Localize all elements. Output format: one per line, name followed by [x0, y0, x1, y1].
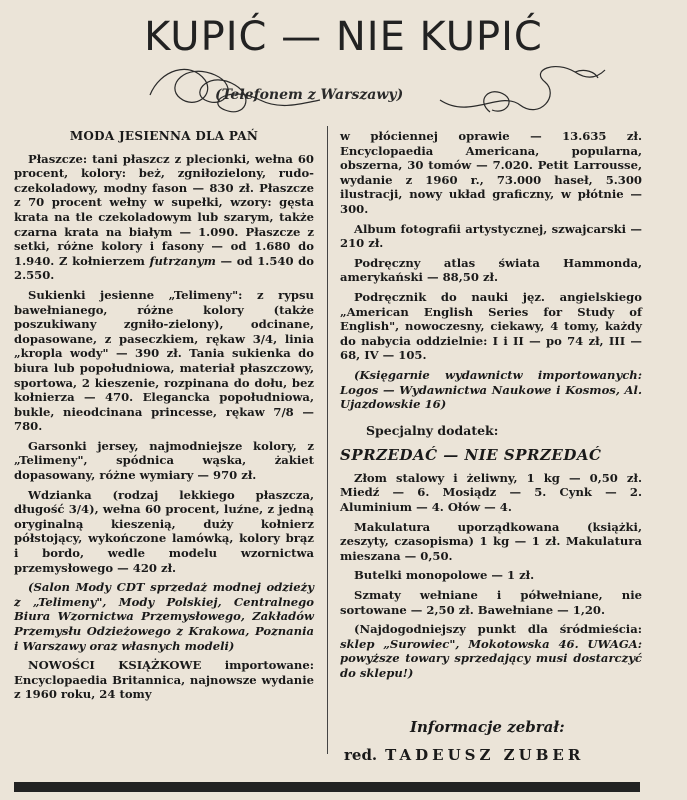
- squiggle-decoration: [0, 0, 687, 130]
- suits-lead: Garsonki: [28, 438, 87, 453]
- sell-heading: SPRZEDAĆ — NIE SPRZEDAĆ: [340, 446, 602, 465]
- column-divider: [327, 126, 328, 754]
- books-paragraph: [14, 658, 314, 702]
- right-snake: [440, 67, 605, 110]
- suits-text: jersey, najmodniejsze kolory, z „Telimeny", spódnica wąska, żakiet dopasowany, różne wymiary — 970 zł.: [14, 438, 314, 483]
- scrap-item: Złom stalowy i żeliwny, 1 kg — 0,50 zł. Miedź — 6. Mosiądz — 5. Cynk — 2. Aluminium — 4. Ołów — 4.: [340, 470, 642, 515]
- credit-signature: [344, 746, 584, 764]
- rags-item: Szmaty wełniane i półwełniane, nie sortowane — 2,50 zł. Bawełniane — 1,20.: [340, 588, 642, 617]
- books-continued: w płóciennej oprawie — 13.635 zł. Encyclopaedia Americana, popularna, obszerna, 30 tomów — 7.020. Petit Larrousse, wydanie z 1960 r., 73.000 haseł, 5.300 ilustracji, nowy układ graficzny, w płótnie — 300.: [340, 129, 642, 216]
- textbook-item: Podręcznik do nauki jęz. angielskiego „American English Series for Study of English", nowoczesny, ciekawy, 4 tomy, każdy do nabycia oddzielnie: I i II — po 74 zł, III — 68, IV — 105.: [340, 289, 642, 363]
- album-item: Album fotografii artystycznej, szwajcarski — 210 zł.: [340, 221, 642, 251]
- coats-lead: Płaszcze:: [28, 151, 88, 166]
- dresses-paragraph: [14, 288, 314, 434]
- section-heading: MODA JESIENNA DLA PAŃ: [69, 129, 259, 143]
- bookstore-note: (Księgarnie wydawnictw importowanych: Logos — Wydawnictwa Naukowe i Kosmos, Al. Ujazdowskie 16): [340, 367, 642, 412]
- special-heading: Specjalny dodatek:: [366, 422, 499, 438]
- point-text-c: powyższe towary sprzedający musi dostarczyć do sklepu!): [340, 651, 642, 680]
- collection-point-note: [340, 622, 642, 680]
- jackets-paragraph: [14, 488, 314, 576]
- jackets-lead: Wdzianka: [28, 487, 92, 502]
- point-text-b: sklep „Surowiec", Mokotowska 46. UWAGA:: [340, 636, 642, 651]
- coats-paragraph: [14, 152, 314, 283]
- atlas-item: Podręczny atlas świata Hammonda, amerykański — 88,50 zł.: [340, 255, 642, 285]
- left-column: [14, 129, 314, 707]
- coats-italic: futrzanym: [149, 253, 216, 268]
- books-text: importowane: Encyclopaedia Britannica, najnowsze wydanie z 1960 roku, 24 tomy: [14, 658, 314, 702]
- right-column: [340, 129, 642, 686]
- bottles-item: Butelki monopolowe — 1 zł.: [354, 568, 535, 583]
- credit-label: Informacje zebrał:: [410, 718, 565, 736]
- suits-paragraph: [14, 439, 314, 483]
- subtitle: (Telefonem z Warszawy): [215, 87, 404, 103]
- jackets-text: (rodzaj lekkiego płaszcza, długość 3/4), wełna 60 procent, luźne, z jedną oryginalną kieszenią, duży kołnierz półstojący, wykończone lamówką, kolory brąz i bordo, wedle modelu wzornictwa przemysłowego — 420 zł.: [14, 487, 314, 575]
- dresses-lead: Sukienki: [28, 287, 86, 302]
- author-name: TADEUSZ ZUBER: [385, 746, 585, 764]
- headline: KUPIĆ — NIE KUPIĆ: [144, 14, 543, 60]
- books-lead: NOWOŚCI KSIĄŻKOWE: [28, 658, 202, 673]
- paper-item: Makulatura uporządkowana (książki, zeszyty, czasopisma) 1 kg — 1 zł. Makulatura mieszana — 0,50.: [340, 519, 642, 563]
- salon-note: (Salon Mody CDT sprzedaż modnej odzieży z „Telimeny", Mody Polskiej, Centralnego Biura Wzornictwa Przemysłowego, Zakładów Przemysłu Odzieżowego z Krakowa, Poznania i Warszawy oraz własnych modeli): [14, 580, 314, 653]
- coats-tail: — od 1.540 do 2.550.: [14, 253, 314, 283]
- credit-prefix: red.: [344, 746, 378, 764]
- dresses-text: jesienne „Telimeny": z rypsu bawełnianego, różne kolory (także poszukiwany zgniło-zielony), odcinane, dopasowane, z paseczkiem, rękaw 3/4, linia „kropla wody" — 390 zł. Tania sukienka do biura lub popołudniowa, materiał płaszczowy, sportowa, 2 kieszenie, rozpinana do dołu, bez kołnierza — 470. Elegancka popołudniowa, bukle, nieodcinana princesse, rękaw 7/8 — 780.: [14, 287, 314, 434]
- bottom-rule: [14, 782, 640, 792]
- coats-text: tani płaszcz z plecionki, wełna 60 procent, kolory: beż, zgniłozielony, rudo-czekoladowy, modny fason — 830 zł. Płaszcze z 70 procent wełny w supełki, wzory: gęsta krata na tle czekoladowym lub szarym, także czarna krata na białym — 1.090. Płaszcze z setki, różne kolory i fasony — od 1.680 do 1.940. Z kołnierzem: [14, 151, 314, 268]
- point-text-a: (Najdogodniejszy punkt dla śródmieścia:: [354, 622, 642, 637]
